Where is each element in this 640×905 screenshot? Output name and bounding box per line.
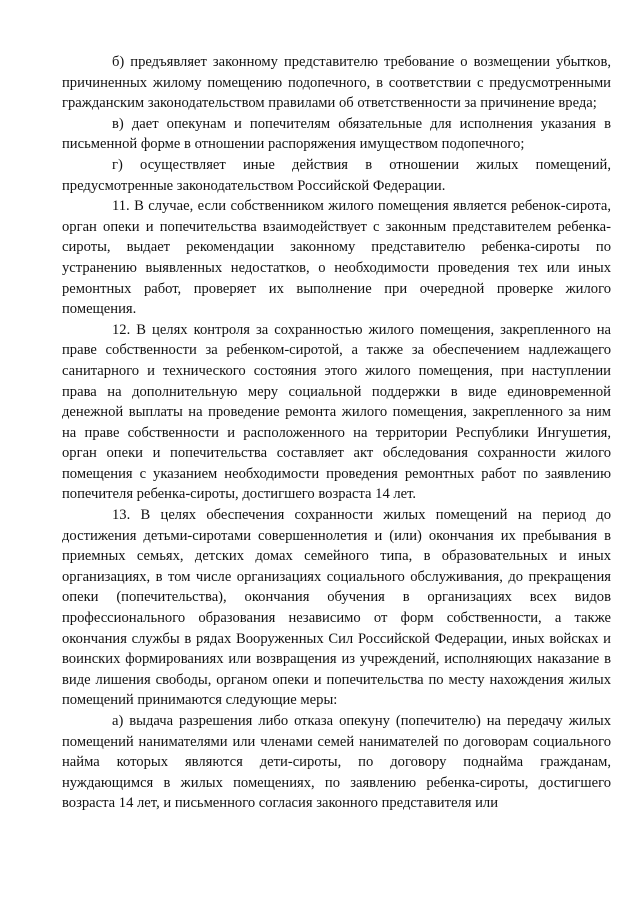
paragraph-g-other-actions: г) осуществляет иные действия в отношении жилых помещений, предусмотренные законодательством Российской Федерации.	[62, 156, 611, 194]
paragraph-a-sublease-permission: а) выдача разрешения либо отказа опекуну (попечителю) на передачу жилых помещений нанимателями или членами семей нанимателей по договорам социального найма которых являются дети-сироты, по договору поднайма гражданам, нуждающимся в жилых помещениях, по заявлению ребенка-сироты, достигшего возраста 14 лет, и письменного согласия законного представителя или	[62, 713, 611, 812]
paragraph-13-preservation-measures: 13. В целях обеспечения сохранности жилых помещений на период до достижения детьми-сиротами совершеннолетия и (или) окончания их пребывания в приемных семьях, детских домах семейного типа, в образовательных и иных организациях, в том числе организациях социального обслуживания, до прекращения опеки (попечительства), окончания обучения в организациях всех видов профессионального образования независимо от форм собственности, а также окончания службы в рядах Вооруженных Сил Российской Федерации, иных войсках и воинских формированиях или возвращения из учреждений, исполняющих наказание в виде лишения свободы, органом опеки и попечительства по месту нахождения жилых помещений принимаются следующие меры:	[62, 507, 611, 709]
document-page	[62, 52, 611, 814]
paragraph-12-preservation-control: 12. В целях контроля за сохранностью жилого помещения, закрепленного на праве собственности за ребенком-сиротой, а также за обеспечением надлежащего санитарного и технического состояния этого жилого помещения, при наступлении права на дополнительную меру социальной поддержки в виде единовременной денежной выплаты на проведение ремонта жилого помещения, закрепленного за ним на праве собственности и расположенного на территории Республики Ингушетия, орган опеки и попечительства составляет акт обследования сохранности жилого помещения с указанием необходимости проведения ремонтных работ по заявлению попечителя ребенка-сироты, достигшего возраста 14 лет.	[62, 321, 611, 503]
paragraph-b-claim-damages: б) предъявляет законному представителю требование о возмещении убытков, причиненных жилому помещению подопечного, в соответствии с предусмотренными гражданским законодательством правилами об ответственности за причинение вреда;	[62, 54, 611, 112]
paragraph-11-orphan-owner: 11. В случае, если собственником жилого помещения является ребенок-сирота, орган опеки и попечительства взаимодействует с законным представителем ребенка-сироты, выдает рекомендации законному представителю ребенка-сироты по устранению выявленных недостатков, о необходимости проведения тех или иных ремонтных работ, проверяет их выполнение при очередной проверке жилого помещения.	[62, 198, 611, 318]
paragraph-v-mandatory-instructions: в) дает опекунам и попечителям обязательные для исполнения указания в письменной форме в отношении распоряжения имуществом подопечного;	[62, 115, 611, 153]
